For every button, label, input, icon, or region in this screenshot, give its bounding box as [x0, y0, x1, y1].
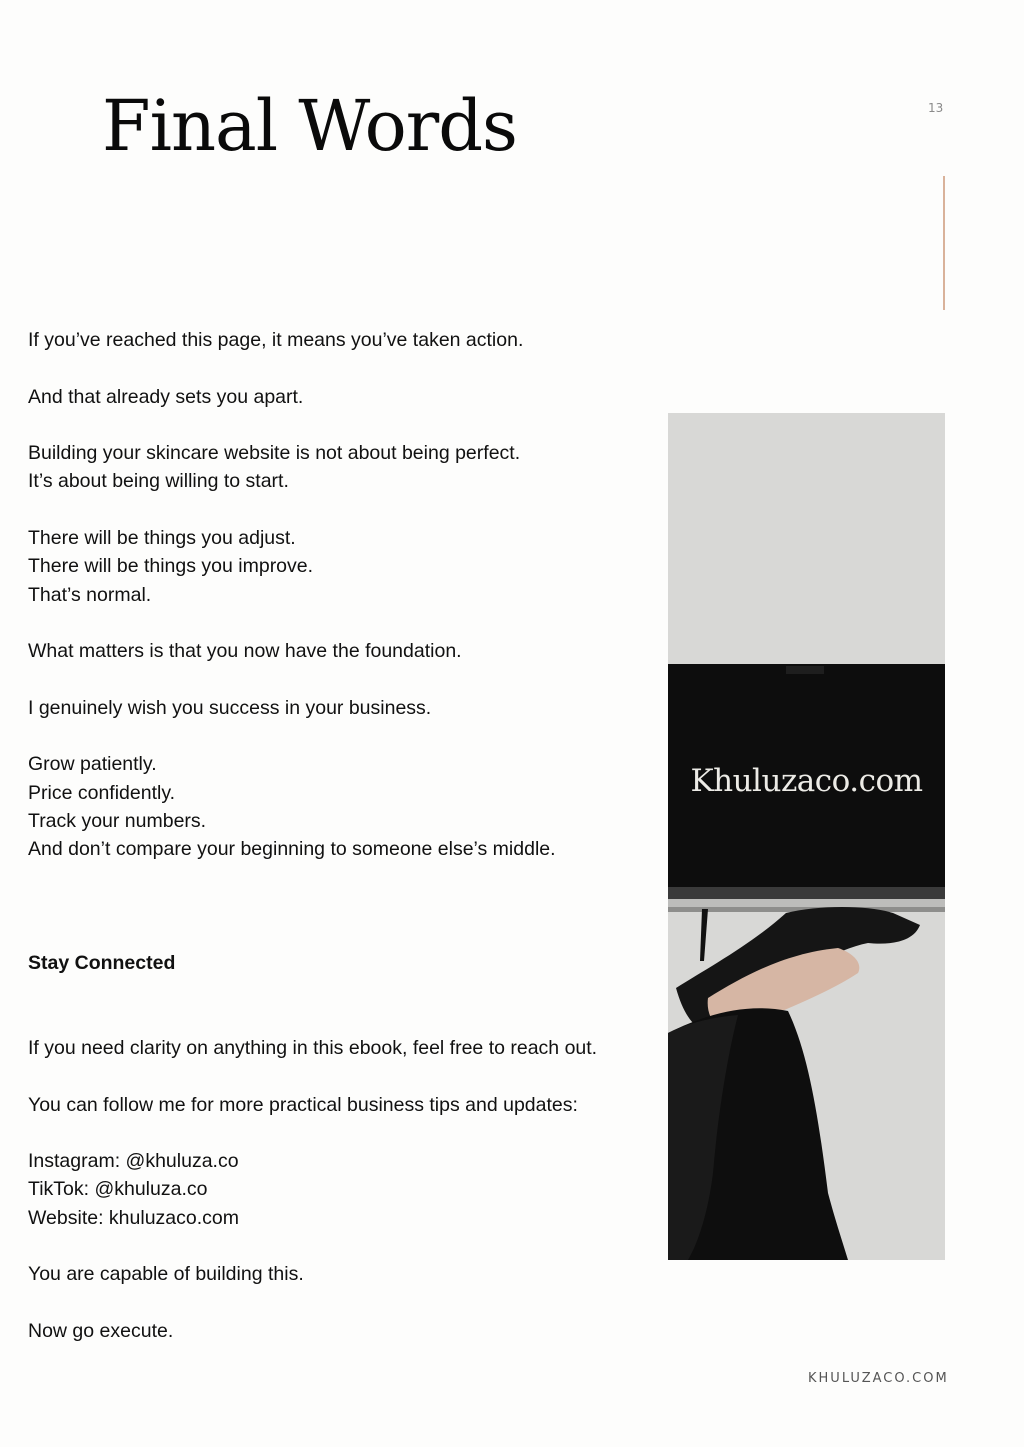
text-line: If you need clarity on anything in this ebook, feel free to reach out.	[28, 1036, 598, 1059]
text-line: Grow patiently.	[28, 753, 157, 776]
laptop-heel-illustration	[668, 413, 945, 1260]
instagram-handle: Instagram: @khuluza.co	[28, 1150, 239, 1173]
laptop-screen-text: Khuluzaco.com	[690, 763, 923, 799]
paragraph	[28, 524, 648, 609]
text-line: That’s normal.	[28, 583, 152, 606]
text-line: And don’t compare your beginning to someone else’s middle.	[28, 838, 556, 861]
paragraph	[28, 637, 648, 665]
text-line: You are capable of building this.	[28, 1263, 304, 1286]
text-line: Now go execute.	[28, 1319, 174, 1342]
text-line: I genuinely wish you success in your business.	[28, 696, 432, 719]
text-line: Building your skincare website is not about being perfect.	[28, 442, 521, 465]
page-number: 13	[928, 101, 944, 115]
paragraph	[28, 1034, 648, 1062]
text-line: And that already sets you apart.	[28, 385, 304, 408]
paragraph	[28, 383, 648, 411]
text-line: If you’ve reached this page, it means you’ve taken action.	[28, 329, 524, 351]
paragraph	[28, 326, 648, 354]
paragraph	[28, 750, 648, 863]
text-line: Track your numbers.	[28, 810, 207, 833]
text-line: There will be things you adjust.	[28, 527, 296, 550]
contact-list	[28, 1147, 648, 1232]
laptop-photo	[668, 413, 945, 1260]
footer-brand: KHULUZACO.COM	[808, 1371, 949, 1386]
website-link: Website: khuluzaco.com	[28, 1206, 239, 1229]
paragraph	[28, 1260, 648, 1288]
text-line: There will be things you improve.	[28, 555, 314, 578]
tiktok-handle: TikTok: @khuluza.co	[28, 1178, 208, 1201]
body-text	[28, 326, 648, 1374]
text-line: You can follow me for more practical business tips and updates:	[28, 1093, 578, 1116]
paragraph	[28, 1317, 648, 1345]
paragraph	[28, 439, 648, 496]
paragraph	[28, 1091, 648, 1119]
page-title: Final Words	[102, 85, 517, 167]
section-heading-stay-connected: Stay Connected	[28, 951, 176, 974]
text-line: What matters is that you now have the foundation.	[28, 640, 462, 663]
text-line: Price confidently.	[28, 781, 176, 804]
paragraph	[28, 694, 648, 722]
accent-divider	[943, 176, 945, 310]
text-line: It’s about being willing to start.	[28, 470, 289, 493]
